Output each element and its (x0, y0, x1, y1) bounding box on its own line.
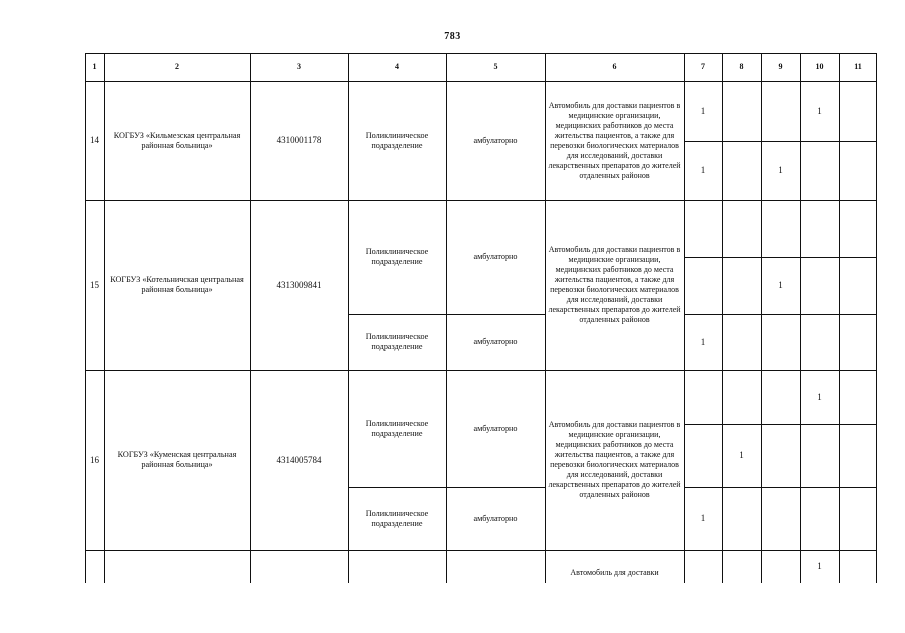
header-col-8: 8 (739, 62, 744, 72)
mark-col-7: 1 (700, 165, 706, 176)
unit-name: Поликлиническое подразделение (365, 247, 429, 266)
mark-col-10: 1 (817, 105, 822, 116)
care-mode: амбулаторно (473, 252, 518, 261)
mark-col-8: 1 (739, 450, 744, 461)
mark-col-9: 1 (778, 165, 783, 176)
organization-name: КОГБУЗ «Кильмезская центральная районная больница» (113, 130, 241, 150)
vehicle-description: Автомобиль для доставки пациентов в медицинские организации, медицинских работников до места жительства пациентов, а также для перевозки биологических материалов для исследований, доставки лекарственных препаратов до жителей отдаленных районов (548, 100, 681, 180)
organization-code: 4310001178 (276, 135, 322, 146)
unit-name: Поликлиническое подразделение (365, 130, 429, 150)
care-mode: амбулаторно (473, 135, 518, 145)
care-mode: амбулаторно (473, 337, 518, 346)
mark-col-10: 1 (817, 391, 822, 402)
vehicle-description: Автомобиль для доставки пациентов в медицинские организации, медицинских работников до места жительства пациентов, а также для перевозки биологических материалов для исследований, доставки лекарственных препаратов до жителей отдаленных районов (548, 245, 681, 324)
page-number: 783 (444, 31, 461, 42)
mark-col-10: 1 (817, 561, 822, 572)
unit-name: Поликлиническое подразделение (365, 508, 429, 528)
header-col-5: 5 (493, 62, 498, 72)
row-number: 15 (90, 279, 99, 290)
header-col-4: 4 (395, 62, 399, 72)
mark-col-9: 1 (778, 280, 783, 291)
header-col-6: 6 (612, 62, 617, 72)
care-mode: амбулаторно (473, 423, 518, 433)
header-col-2: 2 (175, 62, 179, 72)
unit-name: Поликлиническое подразделение (365, 332, 429, 351)
header-col-11: 11 (854, 62, 862, 72)
vehicle-description: Автомобиль для доставки пациентов в медицинские организации, медицинских работников до места жительства пациентов, а также для перевозки биологических материалов для исследований, доставки лекарственных препаратов до жителей отдаленных районов (548, 420, 681, 499)
organization-code: 4313009841 (276, 279, 322, 290)
header-col-9: 9 (778, 62, 783, 72)
mark-col-7: 1 (700, 105, 706, 116)
mark-col-7: 1 (700, 336, 706, 347)
header-col-1: 1 (92, 62, 97, 72)
header-col-3: 3 (297, 62, 301, 72)
vehicle-description: Автомобиль для доставки (570, 568, 659, 577)
header-col-10: 10 (815, 62, 824, 72)
header-col-7: 7 (701, 62, 705, 72)
data-table (85, 53, 877, 583)
care-mode: амбулаторно (473, 513, 518, 523)
row-number: 16 (90, 454, 99, 465)
row-number: 14 (90, 135, 99, 146)
unit-name: Поликлиническое подразделение (365, 418, 429, 438)
mark-col-7: 1 (700, 513, 706, 524)
organization-name: КОГБУЗ «Куменская центральная районная больница» (117, 450, 237, 469)
organization-code: 4314005784 (276, 454, 322, 465)
organization-name: КОГБУЗ «Котельничская центральная районная больница» (110, 275, 244, 294)
